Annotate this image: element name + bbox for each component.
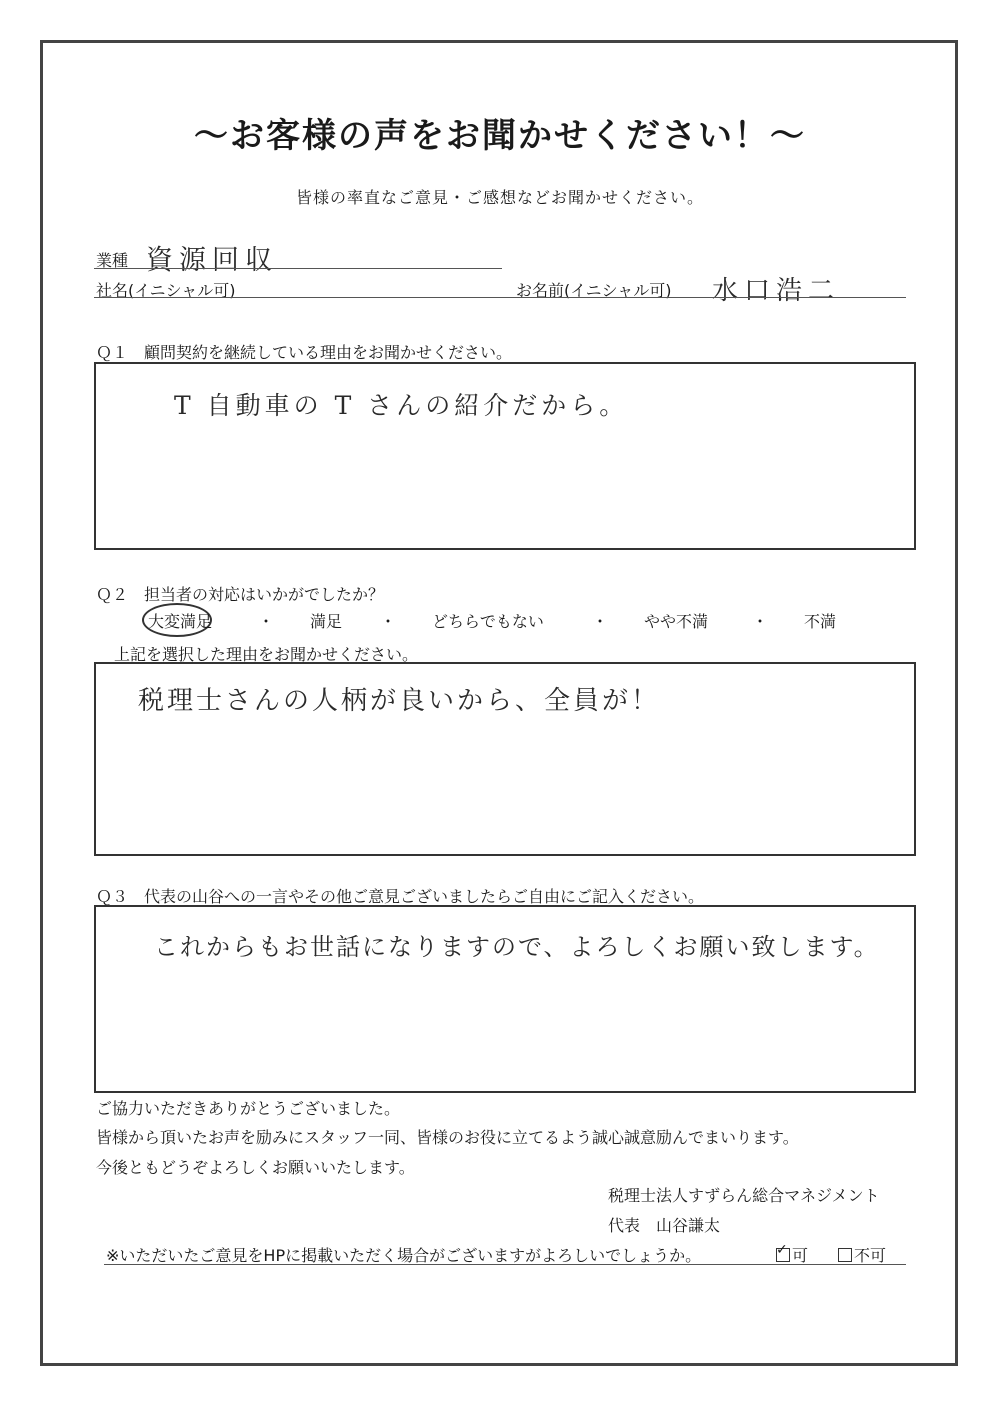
company-label: 社名(イニシャル可) [96,281,236,300]
option-satisfied: 満足 [310,612,343,631]
q2-label: Ｑ２ 担当者の対応はいかがでしたか？ [96,585,385,604]
company-name: 税理士法人すずらん総合マネジメント [608,1186,880,1205]
check-mark-icon: ✓ [776,1242,788,1258]
option-very-satisfied: 大変満足 [148,612,213,631]
representative-name: 代表 山谷謙太 [608,1216,721,1235]
page-subtitle: 皆様の率直なご意見・ご感想などお聞かせください。 [295,188,704,207]
q1-answer: T 自動車の T さんの紹介だから。 [174,391,629,420]
q1-answer-box [94,362,916,550]
name-value: 水口浩二 [712,276,841,306]
option-dissatisfied: 不満 [804,612,837,631]
q2-reason-label: 上記を選択した理由をお聞かせください。 [114,645,419,664]
page-title: ～お客様の声をお聞かせください！～ [194,116,806,156]
consent-yes[interactable] [776,1243,808,1266]
checkbox-yes[interactable] [776,1242,790,1262]
q3-answer: これからもお世話になりますので、よろしくお願い致します。 [154,933,880,961]
consent-yes-label: 可 [792,1246,809,1265]
option-neutral: どちらでもない [432,612,544,631]
q3-answer-box [94,905,916,1093]
q2-answer: 税理士さんの人柄が良いから、全員が！ [138,686,661,716]
q2-answer-box [94,662,916,856]
closing-line-2: 皆様から頂いたお声を励みにスタッフ一同、皆様のお役に立てるよう誠心誠意励んでまいります。 [96,1128,799,1147]
checkbox-no[interactable] [838,1248,852,1262]
consent-no[interactable] [838,1243,886,1266]
name-underline [94,297,906,298]
option-separator: ・ [380,612,397,631]
consent-underline [104,1264,906,1265]
q3-label: Ｑ３ 代表の山谷への一言やその他ご意見ございましたらご自由にご記入ください。 [96,887,705,906]
consent-question: ※いただいたご意見をHPに掲載いただく場合がございますがよろしいでしょうか。 [106,1246,702,1265]
industry-value: 資源回収 [146,245,278,276]
closing-line-1: ご協力いただきありがとうございました。 [96,1099,401,1118]
option-separator: ・ [752,612,769,631]
industry-underline [94,268,502,269]
industry-label: 業種 [96,251,129,270]
option-somewhat-dissatisfied: やや不満 [644,612,709,631]
name-label: お名前(イニシャル可) [516,281,672,300]
option-separator: ・ [258,612,275,631]
closing-line-3: 今後ともどうぞよろしくお願いいたします。 [96,1158,415,1177]
option-separator: ・ [592,612,609,631]
q1-label: Ｑ１ 顧問契約を継続している理由をお聞かせください。 [96,343,513,362]
consent-no-label: 不可 [854,1246,887,1265]
